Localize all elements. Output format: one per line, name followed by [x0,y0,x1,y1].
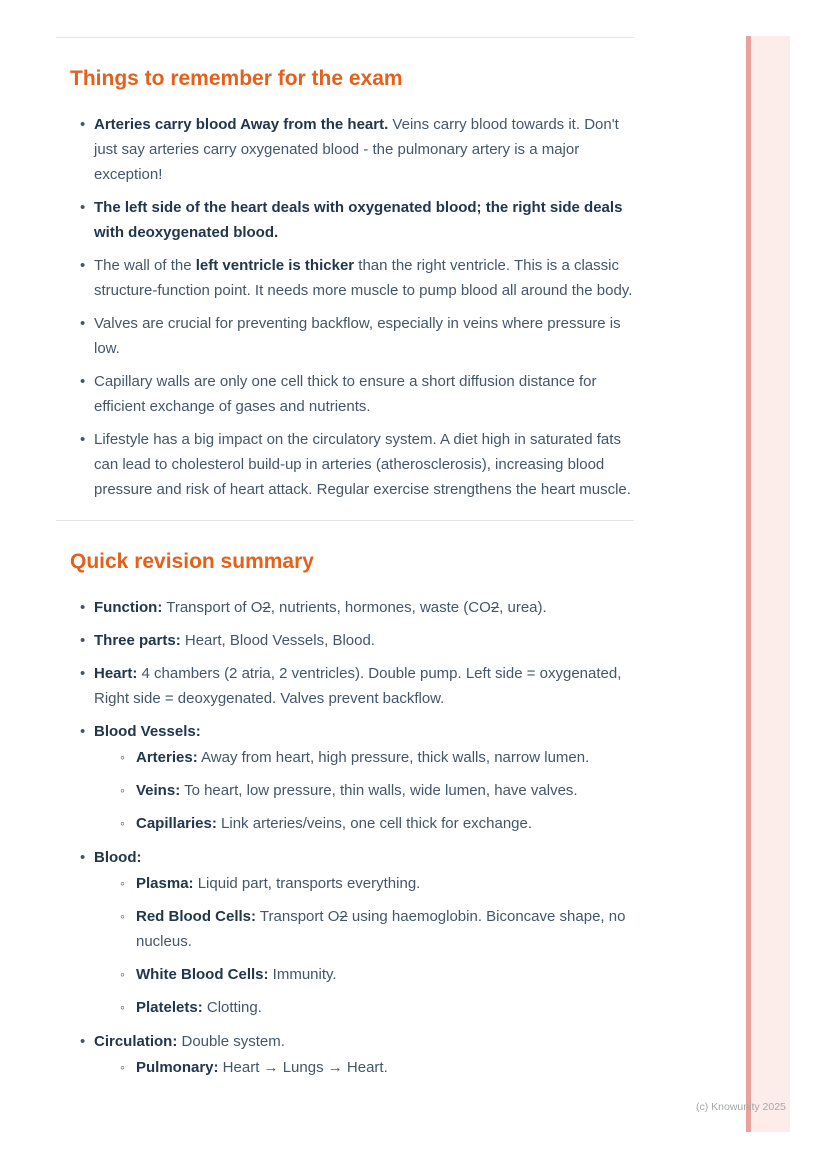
bold-text: Arteries: [136,749,198,766]
bold-text: Circulation: [94,1033,178,1050]
bold-text: Three parts: [94,632,181,649]
sub-list [94,745,634,836]
sub-list-item [120,811,634,836]
sub-list-item [120,871,634,896]
text-run: Clotting. [202,999,262,1016]
text-run: than the right ventricle. This is a classic structure-function point. It needs more muscle to pump blood all around the body. [94,257,633,299]
strikethrough-text: 2 [262,599,271,616]
section-list [70,112,634,502]
sub-list-item [120,778,634,803]
bullet-icon: • [80,632,86,649]
text-run: The wall of the [94,257,196,274]
sub-list-item [120,745,634,770]
circle-bullet-icon: ◦ [120,815,125,831]
list-item [80,195,634,245]
circle-bullet-icon: ◦ [120,908,125,924]
bullet-icon: • [80,1033,86,1050]
page-edge-line [746,36,751,1132]
list-item [80,253,634,303]
list-item [80,661,634,711]
bold-text: White Blood Cells: [136,966,269,983]
bullet-icon: • [80,665,86,682]
list-item [80,112,634,187]
text-run: Capillary walls are only one cell thick to ensure a short diffusion distance for efficient exchange of gases and nutrients. [94,373,597,415]
bullet-icon: • [80,849,86,866]
text-run: Link arteries/veins, one cell thick for exchange. [216,815,533,832]
circle-bullet-icon: ◦ [120,749,125,765]
bold-text: The left side of the heart deals with oxygenated blood; the right side deals with deoxygenated blood. [94,199,623,241]
list-item [80,845,634,1020]
bullet-icon: • [80,199,86,216]
bullet-icon: • [80,431,86,448]
text-run: To heart, low pressure, thin walls, wide lumen, have valves. [180,782,578,799]
list-item [80,595,634,620]
bullet-icon: • [80,599,86,616]
section-list [70,595,634,1080]
circle-bullet-icon: ◦ [120,782,125,798]
text-run: using haemoglobin. Biconcave shape, no nucleus. [136,908,626,950]
section-divider [56,37,634,38]
sub-list [94,1055,634,1080]
text-run: Transport O [256,908,340,925]
bullet-icon: • [80,373,86,390]
text-run: Veins carry blood towards it. Don't just say arteries carry oxygenated blood - the pulmonary artery is a major exception! [94,116,619,183]
strikethrough-text: 2 [339,908,348,925]
section-title: Quick revision summary [70,550,314,573]
circle-bullet-icon: ◦ [120,966,125,982]
text-run: , nutrients, hormones, waste (CO [270,599,491,616]
list-item [80,628,634,653]
list-item [80,311,634,361]
text-run: Valves are crucial for preventing backflow, especially in veins where pressure is low. [94,315,621,357]
circle-bullet-icon: ◦ [120,999,125,1015]
text-run: Liquid part, transports everything. [193,875,421,892]
bold-text: Blood Vessels: [94,723,201,740]
list-item [80,1029,634,1080]
list-item [80,427,634,502]
sub-list-item [120,962,634,987]
text-run: Heart → Lungs → Heart. [218,1059,388,1076]
bullet-icon: • [80,723,86,740]
circle-bullet-icon: ◦ [120,1059,125,1075]
bold-text: Heart: [94,665,138,682]
section-divider [56,520,634,521]
text-run: Double system. [177,1033,285,1050]
bold-text: Pulmonary: [136,1059,219,1076]
sub-list-item [120,1055,634,1080]
text-run: Away from heart, high pressure, thick walls, narrow lumen. [197,749,590,766]
section-title: Things to remember for the exam [70,67,403,90]
bold-text: Plasma: [136,875,194,892]
page-edge-bar [746,36,790,1132]
copyright-watermark: (c) Knowunity 2025 [696,1101,786,1113]
bold-text: left ventricle is thicker [195,257,355,274]
list-item [80,719,634,836]
bold-text: Red Blood Cells: [136,908,257,925]
text-run: Lifestyle has a big impact on the circulatory system. A diet high in saturated fats can lead to cholesterol build-up in arteries (atherosclerosis), increasing blood pressure and risk of heart attack. Regular exercise strengthens the heart muscle. [94,431,631,498]
bold-text: Function: [94,599,163,616]
notes-content [56,37,634,1098]
text-run: , urea). [499,599,547,616]
sub-list-item [120,904,634,954]
strikethrough-text: 2 [490,599,500,616]
text-run: Transport of O [162,599,263,616]
circle-bullet-icon: ◦ [120,875,125,891]
bullet-icon: • [80,315,86,332]
bold-text: Platelets: [136,999,203,1016]
text-run: Heart, Blood Vessels, Blood. [180,632,375,649]
bold-text: Capillaries: [136,815,217,832]
list-item [80,369,634,419]
bullet-icon: • [80,257,86,274]
bold-text: Veins: [136,782,181,799]
sub-list [94,871,634,1020]
bullet-icon: • [80,116,86,133]
bold-text: Arteries carry blood Away from the heart. [94,116,389,133]
bold-text: Blood: [94,849,142,866]
text-run: 4 chambers (2 atria, 2 ventricles). Double pump. Left side = oxygenated, Right side = deoxygenated. Valves prevent backflow. [94,665,622,707]
text-run: Immunity. [268,966,337,983]
sub-list-item [120,995,634,1020]
